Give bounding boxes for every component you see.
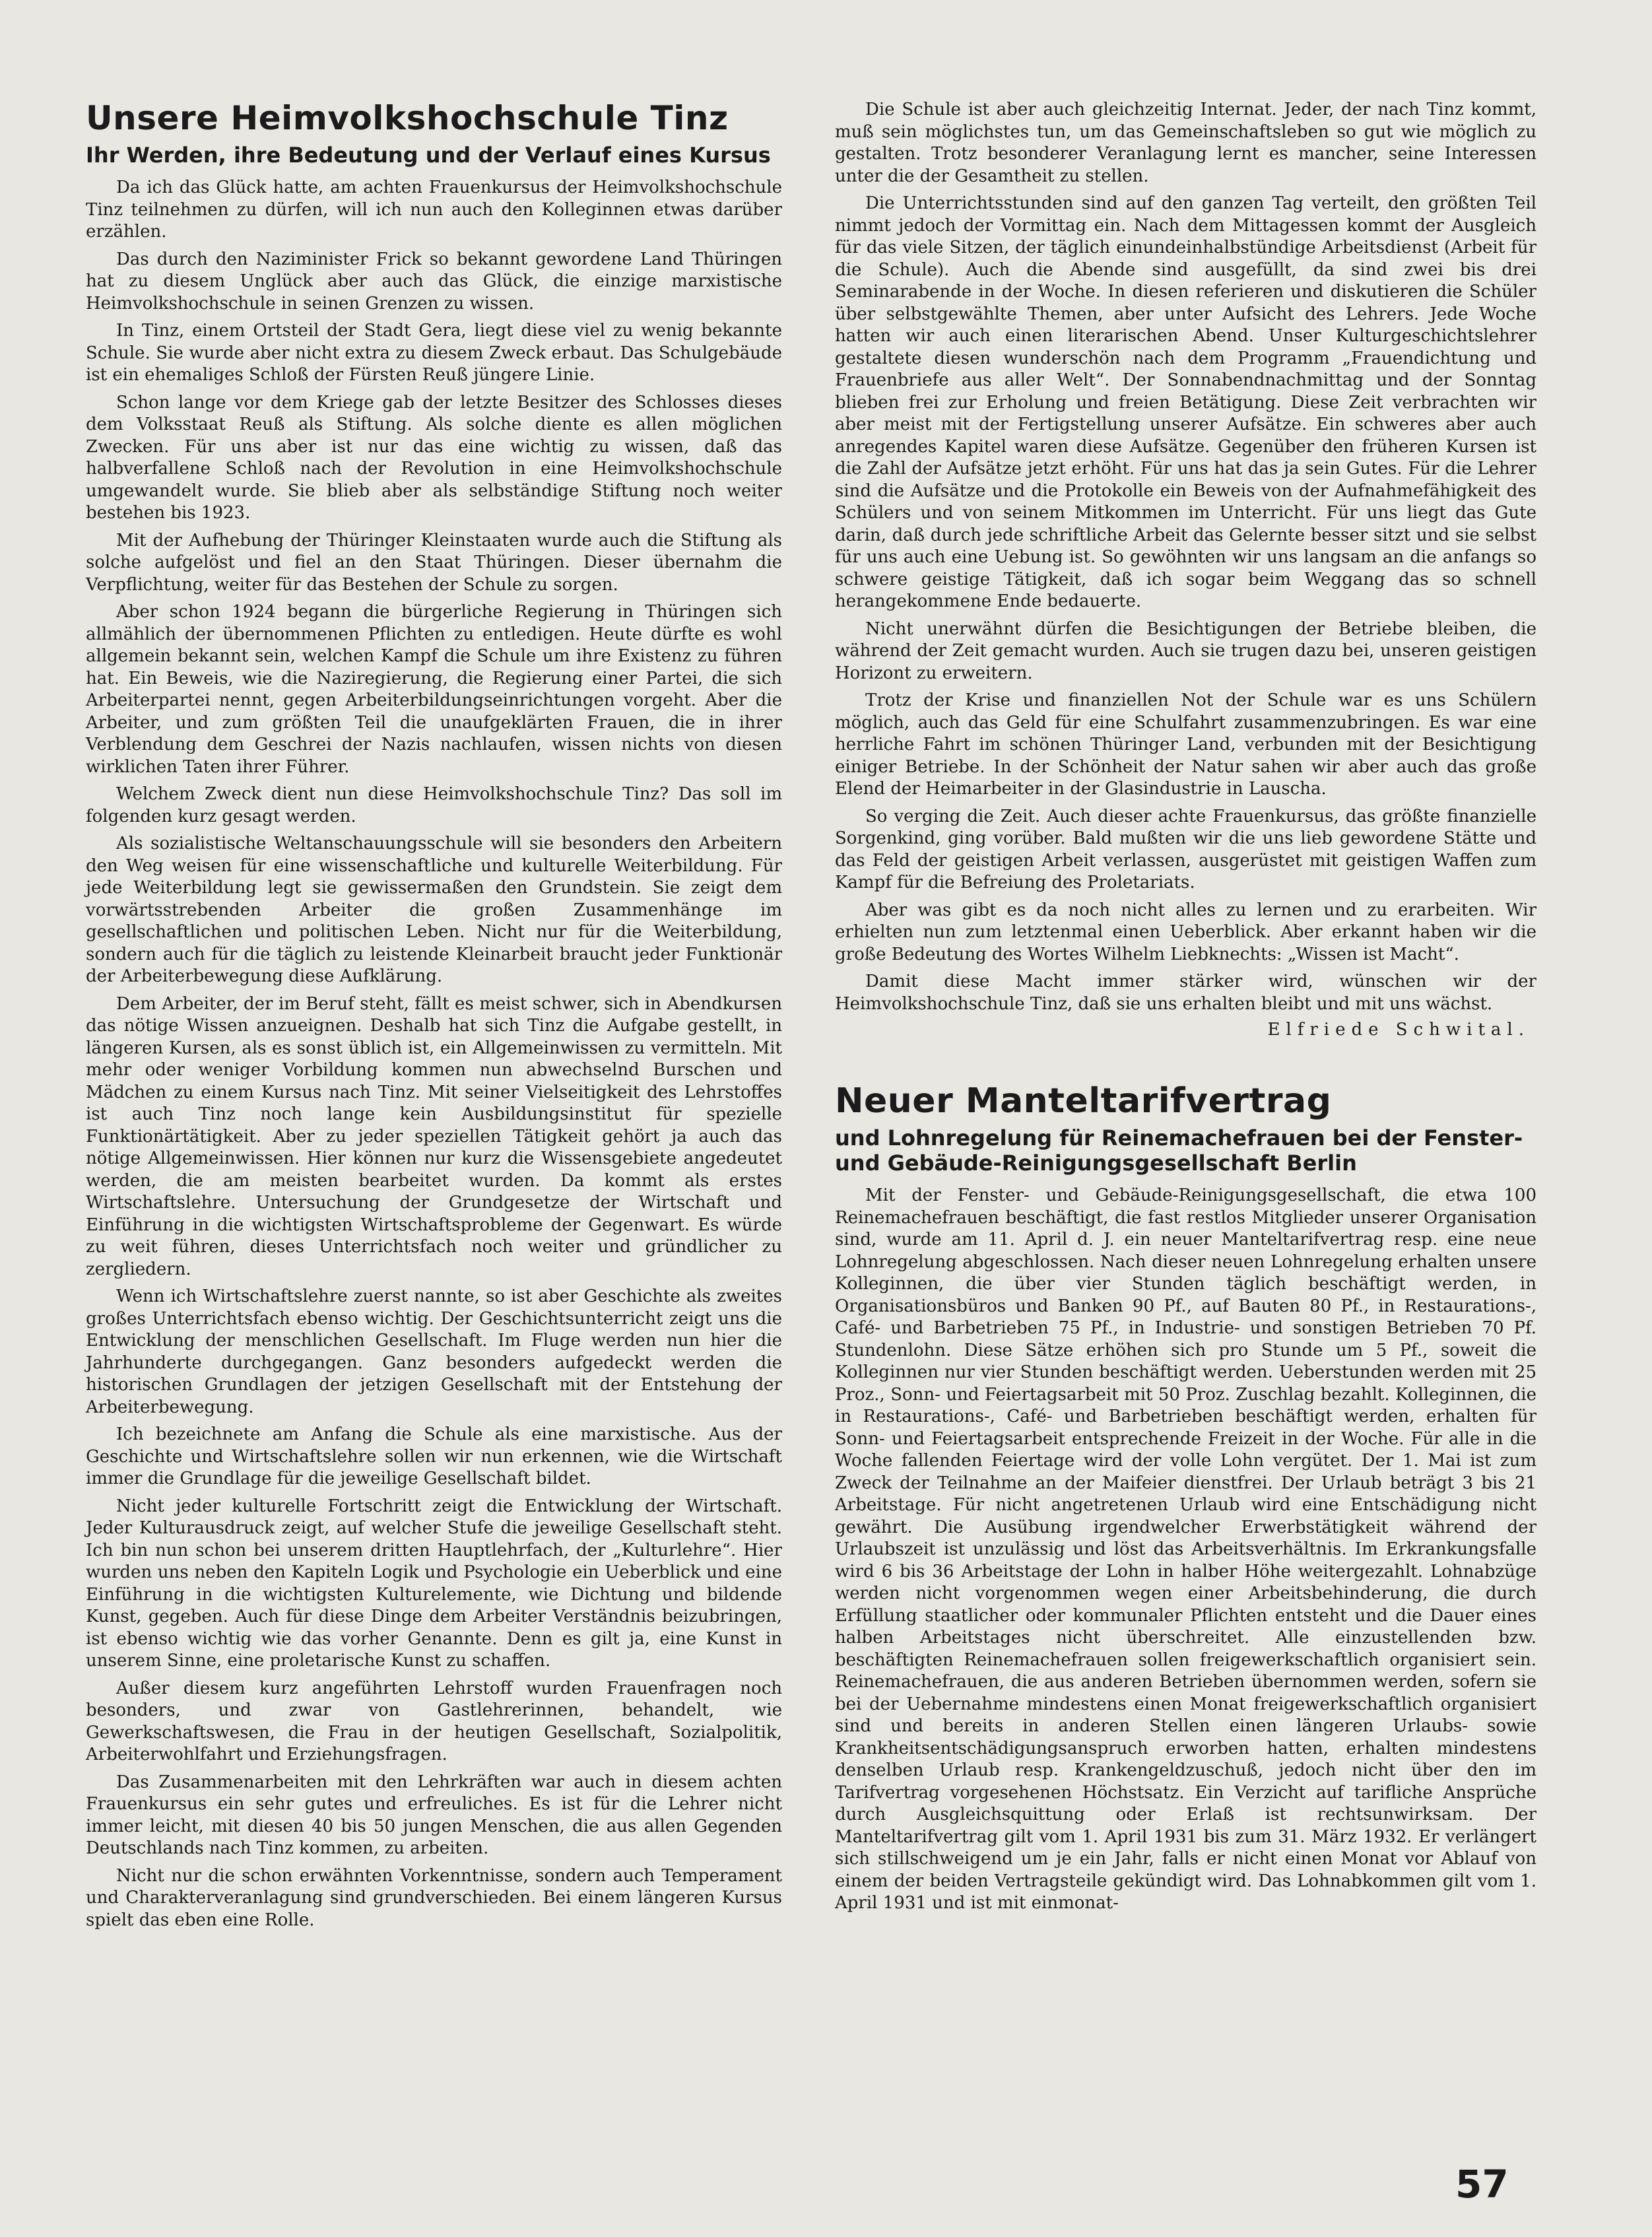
paragraph: In Tinz, einem Ortsteil der Stadt Gera, liegt diese viel zu wenig bekannte Schule. Sie wurde aber nicht extra zu diesem Zweck erbaut. Das Schulgebäude ist ein ehemaliges Schloß der Fürsten Reuß jüngere Linie. <box>86 321 782 385</box>
paragraph: Außer diesem kurz angeführten Lehrstoff wurden Frauenfragen noch besonders, und zwar von Gastlehrerinnen, behandelt, wie Gewerkschaftswesen, die Frau in der heutigen Gesellschaft, Sozialpolitik, Arbeiterwohlfahrt und Erziehungsfragen. <box>86 1678 782 1764</box>
paragraph: So verging die Zeit. Auch dieser achte Frauenkursus, das größte finanzielle Sorgenkind, ging vorüber. Bald mußten wir die uns lieb gewordene Stätte und das Feld der geistigen Arbeit verlassen, ausgerüstet mit geistigen Waffen zum Kampf für die Befreiung des Proletariats. <box>835 806 1536 892</box>
second-article <box>835 1082 1536 1915</box>
paragraph: Schon lange vor dem Kriege gab der letzte Besitzer des Schlosses dieses dem Volksstaat Reuß als Stiftung. Als solche diente es allen möglichen Zwecken. Für uns aber ist nur das eine wichtig zu wissen, daß das halbverfallene Schloß nach der Revolution in eine Heimvolkshochschule umgewandelt wurde. Sie blieb aber als selbständige Stiftung noch weiter bestehen bis 1923. <box>86 392 782 523</box>
second-article-title: Neuer Manteltarifvertrag <box>835 1081 1332 1121</box>
paragraph: Damit diese Macht immer stärker wird, wünschen wir der Heimvolkshochschule Tinz, daß sie uns erhalten bleibt und mit uns wächst. <box>835 972 1536 1014</box>
right-column <box>835 99 1536 1920</box>
second-article-body <box>835 1185 1536 1915</box>
paragraph: Nicht unerwähnt dürfen die Besichtigungen der Betriebe bleiben, die während der Zeit gemacht wurden. Auch sie trugen dazu bei, unseren geistigen Horizont zu erweitern. <box>835 618 1536 683</box>
article-title: Unsere Heimvolkshochschule Tinz <box>86 99 729 137</box>
paragraph: Nicht jeder kulturelle Fortschritt zeigt die Entwicklung der Wirtschaft. Jeder Kulturausdruck zeigt, auf welcher Stufe die jeweilige Gesellschaft steht. Ich bin nun schon bei unserem dritten Hauptlehrfach, der „Kulturlehre“. Hier wurden uns neben den Kapiteln Logik und Psychologie ein Ueberblick und eine Einführung in die wichtigsten Kulturelemente, wie Dichtung und bildende Kunst, gegeben. Auch für diese Dinge dem Arbeiter Verständnis beizubringen, ist ebenso wichtig wie das vorher Genannte. Denn es gilt ja, eine Kunst in unserem Sinne, eine proletarische Kunst zu schaffen. <box>86 1496 782 1671</box>
paragraph: Die Schule ist aber auch gleichzeitig Internat. Jeder, der nach Tinz kommt, muß sein möglichstes tun, um das Gemeinschaftsleben so gut wie möglich zu gestalten. Trotz besonderer Veranlagung lernt es mancher, seine Interessen unter die der Gesamtheit zu stellen. <box>835 100 1536 186</box>
author-signature: Elfriede Schwital. <box>1267 1020 1530 1040</box>
paragraph: Aber was gibt es da noch nicht alles zu lernen und zu erarbeiten. Wir erhielten nun zum letztenmal einen Ueberblick. Aber erkannt haben wir die große Bedeutung des Wortes Wilhelm Liebknechts: „Wissen ist Macht“. <box>835 900 1536 964</box>
paragraph: Aber schon 1924 begann die bürgerliche Regierung in Thüringen sich allmählich der übernommenen Pflichten zu entledigen. Heute dürfte es wohl allgemein bekannt sein, welchen Kampf die Schule um ihre Existenz zu führen hat. Ein Beweis, wie die Naziregierung, die Regierung einer Partei, die sich Arbeiterpartei nennt, gegen Arbeiterbildungseinrichtungen vorgeht. Aber die Arbeiter, und zum größten Teil die unaufgeklärten Frauen, die in ihrer Verblendung dem Geschrei der Nazis nachlaufen, wissen nichts von diesen wirklichen Taten ihrer Führer. <box>86 602 782 777</box>
paragraph: Da ich das Glück hatte, am achten Frauenkursus der Heimvolkshochschule Tinz teilnehmen zu dürfen, will ich nun auch den Kolleginnen etwas darüber erzählen. <box>86 178 782 242</box>
left-column <box>86 99 782 1937</box>
paragraph: Als sozialistische Weltanschauungsschule will sie besonders den Arbeitern den Weg weisen für eine wissenschaftliche und kulturelle Weiterbildung. Für jede Weiterbildung legt sie gewissermaßen den Grundstein. Sie zeigt dem vorwärtsstrebenden Arbeiter die großen Zusammenhänge im gesellschaftlichen und politischen Leben. Nicht nur für die Weiterbildung, sondern auch für die täglich zu leistende Kleinarbeit braucht jeder Funktionär der Arbeiterbewegung diese Aufklärung. <box>86 834 782 986</box>
paragraph: Trotz der Krise und finanziellen Not der Schule war es uns Schülern möglich, auch das Geld für eine Schulfahrt zusammenzubringen. Es war eine herrliche Fahrt im schönen Thüringer Land, verbunden mit der Besichtigung einiger Betriebe. In der Schönheit der Natur sahen wir aber auch das große Elend der Heimarbeiter in der Glasindustrie in Lauscha. <box>835 690 1536 799</box>
paragraph: Das Zusammenarbeiten mit den Lehrkräften war auch in diesem achten Frauenkursus ein sehr gutes und erfreuliches. Es ist für die Lehrer nicht immer leicht, mit diesen 40 bis 50 jungen Menschen, die aus allen Gegenden Deutschlands nach Tinz kommen, zu arbeiten. <box>86 1772 782 1858</box>
paragraph: Welchem Zweck dient nun diese Heimvolkshochschule Tinz? Das soll im folgenden kurz gesagt werden. <box>86 784 782 826</box>
paragraph: Das durch den Naziminister Frick so bekannt gewordene Land Thüringen hat zu diesem Unglück aber auch das Glück, die einzige marxistische Heimvolkshochschule in seinen Grenzen zu wissen. <box>86 249 782 314</box>
article-body-left <box>86 177 782 1931</box>
paragraph: Ich bezeichnete am Anfang die Schule als eine marxistische. Aus der Geschichte und Wirtschaftslehre sollen wir nun erkennen, wie die Wirtschaft immer die Grundlage für die jeweilige Gesellschaft bildet. <box>86 1424 782 1488</box>
paragraph: Mit der Aufhebung der Thüringer Kleinstaaten wurde auch die Stiftung als solche aufgelöst und fiel an den Staat Thüringen. Dieser übernahm die Verpflichtung, weiter für das Bestehen der Schule zu sorgen. <box>86 530 782 595</box>
paragraph: Nicht nur die schon erwähnten Vorkenntnisse, sondern auch Temperament und Charakterveranlagung sind grundverschieden. Bei einem längeren Kursus spielt das eben eine Rolle. <box>86 1865 782 1930</box>
paragraph: Dem Arbeiter, der im Beruf steht, fällt es meist schwer, sich in Abendkursen das nötige Wissen anzueignen. Deshalb hat sich Tinz die Aufgabe gestellt, in längeren Kursen, als es sonst üblich ist, ein Allgemeinwissen zu vermitteln. Mit mehr oder weniger Vorbildung kommen nun abwechselnd Burschen und Mädchen zu einem Kursus nach Tinz. Mit seiner Vielseitigkeit des Lehrstoffes ist auch Tinz noch lange kein Ausbildungsinstitut für spezielle Funktionärtätigkeit. Aber zu jeder speziellen Tätigkeit gehört ja auch das nötige Allgemeinwissen. Hier können nur kurz die Wissensgebiete angedeutet werden, die am meisten bearbeitet wurden. Da kommt als erstes Wirtschaftslehre. Untersuchung der Grundgesetze der Wirtschaft und Einführung in die wichtigsten Wirtschaftsprobleme der Gegenwart. Es würde zu weit führen, dieses Unterrichtsfach noch weiter und gründlicher zu zergliedern. <box>86 993 782 1279</box>
paragraph: Mit der Fenster- und Gebäude-Reinigungsgesellschaft, die etwa 100 Reinemachefrauen beschäftigt, die fast restlos Mitglieder unserer Organisation sind, wurde am 11. April d. J. ein neuer Manteltarifvertrag resp. eine neue Lohnregelung abgeschlossen. Nach dieser neuen Lohnregelung erhalten unsere Kolleginnen, die über vier Stunden täglich beschäftigt werden, in Organisationsbüros und Banken 90 Pf., auf Bauten 80 Pf., in Restaurations-, Café- und Barbetrieben 75 Pf., in Industrie- und sonstigen Betrieben 70 Pf. Stundenlohn. Diese Sätze erhöhen sich pro Stunde um 5 Pf., soweit die Kolleginnen nur vier Stunden beschäftigt werden. Ueberstunden werden mit 25 Proz., Sonn- und Feiertagsarbeit mit 50 Proz. Zuschlag bezahlt. Kolleginnen, die in Restaurations-, Café- und Barbetrieben beschäftigt werden, erhalten für Sonn- und Feiertagsarbeit entsprechende Freizeit in der Woche. Für alle in die Woche fallenden Feiertage wird der volle Lohn vergütet. Der 1. Mai ist zum Zweck der Teilnahme an der Maifeier dienstfrei. Der Urlaub beträgt 3 bis 21 Arbeitstage. Für nicht angetretenen Urlaub wird eine Entschädigung nicht gewährt. Die Ausübung irgendwelcher Erwerbstätigkeit während der Urlaubszeit ist unzulässig und löst das Arbeitsverhältnis. Im Erkrankungsfalle wird 6 bis 36 Arbeitstage der Lohn in halber Höhe weitergezahlt. Lohnabzüge werden nicht vorgenommen wegen einer Arbeitsbehinderung, die durch Erfüllung staatlicher oder kommunaler Pflichten entsteht und die Dauer eines halben Arbeitstages nicht überschreitet. Alle einzustellenden bzw. beschäftigten Reinemachefrauen sollen freigewerkschaftlich organisiert sein. Reinemachefrauen, die aus anderen Betrieben übernommen werden, sofern sie bei der Uebernahme mindestens einen Monat freigewerkschaftlich organisiert sind und bereits in anderen Stellen einen längeren Urlaubs- sowie Krankheitsentschädigungsanspruch erworben hatten, erhalten mindestens denselben Urlaub resp. Krankengeldzuschuß, jedoch nicht über den im Tarifvertrag vorgesehenen Höchstsatz. Ein Verzicht auf tarifliche Ansprüche durch Ausgleichsquittung oder Erlaß ist rechtsunwirksam. Der Manteltarifvertrag gilt vom 1. April 1931 bis zum 31. März 1932. Er verlängert sich stillschweigend um je ein Jahr, falls er nicht einen Monat vor Ablauf von einem der beiden Vertragsteile gekündigt wird. Das Lohnabkommen gilt vom 1. April 1931 und ist mit einmonat- <box>835 1185 1536 1913</box>
article-subtitle: Ihr Werden, ihre Bedeutung und der Verlauf eines Kursus <box>86 143 771 168</box>
paragraph: Wenn ich Wirtschaftslehre zuerst nannte, so ist aber Geschichte als zweites großes Unterrichtsfach ebenso wichtig. Der Geschichtsunterricht zeigt uns die Entwicklung der menschlichen Gesellschaft. Im Fluge werden nun hier die Jahrhunderte durchgegangen. Ganz besonders aufgedeckt werden die historischen Grundlagen der jetzigen Gesellschaft mit der Entstehung der Arbeiterbewegung. <box>86 1286 782 1417</box>
second-article-subtitle: und Lohnregelung für Reinemachefrauen bei der Fenster- und Gebäude-Reinigungsgesellschaft Berlin <box>835 1125 1523 1176</box>
paragraph: Die Unterrichtsstunden sind auf den ganzen Tag verteilt, den größten Teil nimmt jedoch der Vormittag ein. Nach dem Mittagessen kommt der Ausgleich für das viele Sitzen, der täglich einundeinhalbstündige Arbeitsdienst (Arbeit für die Schule). Auch die Abende sind ausgefüllt, da sind zwei bis drei Seminarabende in der Woche. In diesen referieren und diskutieren die Schüler über selbstgewählte Themen, aber unter Aufsicht des Lehrers. Jede Woche hatten wir auch einen literarischen Abend. Unser Kulturgeschichtslehrer gestaltete diesen wunderschön nach dem Programm „Frauendichtung und Frauenbriefe aus aller Welt“. Der Sonnabendnachmittag und der Sonntag blieben frei zur Erholung und freien Betätigung. Diese Zeit verbrachten wir aber meist mit der Fertigstellung unserer Aufsätze. Ein schweres aber auch anregendes Kapitel waren diese Aufsätze. Gegenüber den früheren Kursen ist die Zahl der Aufsätze jetzt erhöht. Für uns hat das ja sein Gutes. Für die Lehrer sind die Aufsätze und die Protokolle ein Beweis von der Aufnahmefähigkeit des Schülers und von seinem Mitkommen im Unterricht. Für uns liegt das Gute darin, daß durch jede schriftliche Arbeit das Gelernte besser sitzt und sie selbst für uns auch eine Uebung ist. So gewöhnten wir uns langsam an die anfangs so schwere geistige Tätigkeit, daß ich sogar beim Weggang das so schnell herangekommene Ende bedauerte. <box>835 193 1536 611</box>
article-body-right <box>835 99 1536 1015</box>
page-number: 57 <box>1455 2162 1509 2207</box>
